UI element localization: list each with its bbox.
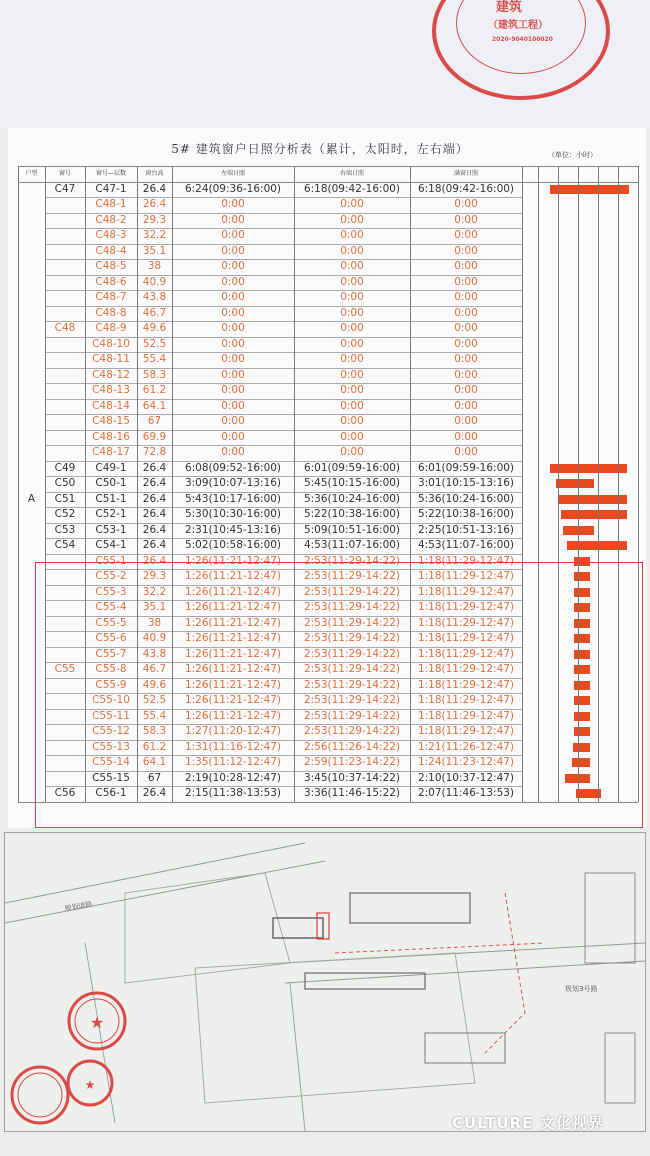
sill-height-cell: 69.9 bbox=[142, 430, 167, 443]
left-sunlight-cell: 1:27(11:20-12:47) bbox=[184, 725, 282, 737]
sill-height-cell: 58.3 bbox=[142, 725, 167, 737]
sill-height-cell: 35.1 bbox=[142, 244, 167, 257]
window-floor-cell: C55-15 bbox=[92, 771, 130, 784]
sill-height-cell: 61.2 bbox=[142, 384, 167, 396]
window-floor-cell: C48-15 bbox=[92, 415, 130, 427]
full-sunlight-cell: 2:25(10:51-13:16) bbox=[417, 523, 515, 536]
table-row bbox=[18, 244, 638, 260]
table-row bbox=[18, 476, 638, 492]
full-sunlight-cell: 0:00 bbox=[454, 384, 478, 396]
window-floor-cell: C55-8 bbox=[95, 663, 127, 675]
left-sunlight-cell: 1:26(11:21-12:47) bbox=[184, 601, 282, 613]
right-sunlight-cell: 5:36(10:24-16:00) bbox=[303, 492, 401, 505]
sill-height-cell: 29.3 bbox=[142, 570, 167, 582]
window-floor-cell: C55-10 bbox=[92, 694, 130, 706]
right-sunlight-cell: 2:53(11:29-14:22) bbox=[303, 570, 401, 582]
table-row bbox=[18, 445, 638, 461]
left-sunlight-cell: 0:00 bbox=[221, 322, 245, 334]
table-row bbox=[18, 290, 638, 306]
window-floor-cell: C55-2 bbox=[95, 570, 127, 582]
sill-height-cell: 40.9 bbox=[142, 275, 167, 288]
sill-height-cell: 43.8 bbox=[142, 291, 167, 303]
full-sunlight-cell: 1:18(11:29-12:47) bbox=[417, 632, 515, 644]
sill-height-cell: 52.5 bbox=[142, 337, 167, 350]
table-border bbox=[18, 182, 638, 183]
window-floor-cell: C48-17 bbox=[92, 446, 130, 458]
unit-label: （单位：小时） bbox=[548, 151, 597, 159]
right-sunlight-cell: 6:01(09:59-16:00) bbox=[303, 461, 401, 474]
table-row bbox=[18, 523, 638, 539]
window-floor-cell: C48-5 bbox=[95, 260, 127, 272]
window-floor-cell: C55-14 bbox=[92, 756, 130, 768]
left-sunlight-cell: 0:00 bbox=[221, 415, 245, 427]
site-plan-map bbox=[4, 832, 646, 1132]
window-floor-cell: C56-1 bbox=[95, 787, 127, 799]
watermark-logo: CULTURE 文化视界 bbox=[452, 1114, 604, 1132]
left-sunlight-cell: 1:26(11:21-12:47) bbox=[184, 616, 282, 629]
left-sunlight-cell: 1:26(11:21-12:47) bbox=[184, 694, 282, 706]
full-sunlight-cell: 4:53(11:07-16:00) bbox=[417, 539, 515, 551]
full-sunlight-cell: 6:18(09:42-16:00) bbox=[417, 182, 515, 195]
full-sunlight-cell: 1:18(11:29-12:47) bbox=[417, 647, 515, 660]
sill-height-cell: 32.2 bbox=[142, 229, 167, 241]
left-sunlight-cell: 0:00 bbox=[221, 446, 245, 458]
right-sunlight-cell: 3:45(10:37-14:22) bbox=[303, 771, 401, 784]
sill-height-cell: 49.6 bbox=[142, 678, 167, 691]
window-floor-cell: C51-1 bbox=[95, 492, 127, 505]
window-floor-cell: C47-1 bbox=[95, 182, 127, 195]
window-floor-cell: C48-1 bbox=[95, 198, 127, 210]
svg-text:★: ★ bbox=[84, 1078, 96, 1092]
sill-height-cell: 29.3 bbox=[142, 213, 167, 226]
sill-height-cell: 72.8 bbox=[142, 446, 167, 458]
right-sunlight-cell: 2:53(11:29-14:22) bbox=[303, 709, 401, 722]
window-cell: C51 bbox=[54, 492, 76, 505]
sill-height-cell: 55.4 bbox=[142, 353, 167, 365]
right-sunlight-cell: 2:53(11:29-14:22) bbox=[303, 554, 401, 567]
table-row bbox=[18, 259, 638, 275]
seal-text-3: 2020-9040100020 bbox=[492, 36, 553, 43]
full-sunlight-cell: 1:18(11:29-12:47) bbox=[417, 694, 515, 706]
left-sunlight-cell: 1:35(11:12-12:47) bbox=[184, 756, 282, 768]
right-sunlight-cell: 2:53(11:29-14:22) bbox=[303, 616, 401, 629]
sill-height-cell: 32.2 bbox=[142, 585, 167, 598]
table-row bbox=[18, 538, 638, 554]
left-sunlight-cell: 2:15(11:38-13:53) bbox=[184, 787, 282, 799]
seal-text-2: （建筑工程） bbox=[488, 20, 548, 31]
window-floor-cell: C48-6 bbox=[95, 275, 127, 288]
table-row bbox=[18, 414, 638, 430]
sill-height-cell: 40.9 bbox=[142, 632, 167, 644]
left-sunlight-cell: 0:00 bbox=[221, 260, 245, 272]
left-sunlight-cell: 0:00 bbox=[221, 430, 245, 443]
window-floor-cell: C55-4 bbox=[95, 601, 127, 613]
full-sunlight-cell: 0:00 bbox=[454, 353, 478, 365]
full-sunlight-cell: 0:00 bbox=[454, 415, 478, 427]
road-label-1: 规划道路 bbox=[63, 900, 93, 913]
sill-height-cell: 43.8 bbox=[142, 647, 167, 660]
full-sunlight-cell: 1:18(11:29-12:47) bbox=[417, 616, 515, 629]
right-sunlight-cell: 6:18(09:42-16:00) bbox=[303, 182, 401, 195]
full-sunlight-cell: 0:00 bbox=[454, 322, 478, 334]
sill-height-cell: 52.5 bbox=[142, 694, 167, 706]
right-sunlight-cell: 2:53(11:29-14:22) bbox=[303, 647, 401, 660]
table-row bbox=[18, 507, 638, 523]
header-right-sunlight: 右端日照 bbox=[339, 170, 364, 177]
full-sunlight-cell: 0:00 bbox=[454, 229, 478, 241]
table-row bbox=[18, 399, 638, 415]
sill-height-cell: 61.2 bbox=[142, 740, 167, 753]
table-row bbox=[18, 197, 638, 213]
full-sunlight-cell: 1:18(11:29-12:47) bbox=[417, 570, 515, 582]
left-sunlight-cell: 1:31(11:16-12:47) bbox=[184, 740, 282, 753]
right-sunlight-cell: 2:53(11:29-14:22) bbox=[303, 632, 401, 644]
window-floor-cell: C48-8 bbox=[95, 306, 127, 319]
right-sunlight-cell: 4:53(11:07-16:00) bbox=[303, 539, 401, 551]
sill-height-cell: 35.1 bbox=[142, 601, 167, 613]
full-sunlight-cell: 2:07(11:46-13:53) bbox=[417, 787, 515, 799]
right-sunlight-cell: 0:00 bbox=[340, 415, 364, 427]
window-cell: C52 bbox=[54, 508, 76, 520]
window-floor-cell: C48-12 bbox=[92, 368, 130, 381]
left-sunlight-cell: 0:00 bbox=[221, 275, 245, 288]
table-row bbox=[18, 352, 638, 368]
column-divider bbox=[18, 166, 19, 802]
window-cell: C48 bbox=[54, 322, 76, 334]
sill-height-cell: 26.4 bbox=[142, 508, 167, 520]
sill-height-cell: 26.4 bbox=[142, 198, 167, 210]
left-sunlight-cell: 1:26(11:21-12:47) bbox=[184, 554, 282, 567]
full-sunlight-cell: 0:00 bbox=[454, 260, 478, 272]
window-floor-cell: C52-1 bbox=[95, 508, 127, 520]
left-sunlight-cell: 0:00 bbox=[221, 353, 245, 365]
left-sunlight-cell: 1:26(11:21-12:47) bbox=[184, 709, 282, 722]
left-sunlight-cell: 1:26(11:21-12:47) bbox=[184, 632, 282, 644]
header-left-sunlight: 左端日照 bbox=[220, 170, 245, 177]
right-sunlight-cell: 0:00 bbox=[340, 229, 364, 241]
sill-height-cell: 26.4 bbox=[142, 461, 167, 474]
table-row bbox=[18, 213, 638, 229]
left-sunlight-cell: 0:00 bbox=[221, 213, 245, 226]
window-floor-cell: C48-3 bbox=[95, 229, 127, 241]
full-sunlight-cell: 0:00 bbox=[454, 198, 478, 210]
window-floor-cell: C55-7 bbox=[95, 647, 127, 660]
full-sunlight-cell: 0:00 bbox=[454, 399, 478, 412]
table-row bbox=[18, 492, 638, 508]
full-sunlight-cell: 1:18(11:29-12:47) bbox=[417, 678, 515, 691]
window-cell: C50 bbox=[54, 477, 76, 489]
left-sunlight-cell: 1:26(11:21-12:47) bbox=[184, 647, 282, 660]
window-floor-cell: C55-9 bbox=[95, 678, 127, 691]
sill-height-cell: 26.4 bbox=[142, 492, 167, 505]
window-floor-cell: C48-7 bbox=[95, 291, 127, 303]
full-sunlight-cell: 1:18(11:29-12:47) bbox=[417, 663, 515, 675]
sill-height-cell: 26.4 bbox=[142, 539, 167, 551]
full-sunlight-cell: 5:36(10:24-16:00) bbox=[417, 492, 515, 505]
window-floor-cell: C55-6 bbox=[95, 632, 127, 644]
sill-height-cell: 26.4 bbox=[142, 787, 167, 799]
window-floor-cell: C48-11 bbox=[92, 353, 130, 365]
right-sunlight-cell: 0:00 bbox=[340, 399, 364, 412]
table-row bbox=[18, 182, 638, 198]
right-sunlight-cell: 0:00 bbox=[340, 213, 364, 226]
window-floor-cell: C54-1 bbox=[95, 539, 127, 551]
sill-height-cell: 58.3 bbox=[142, 368, 167, 381]
table-header-row bbox=[18, 166, 638, 182]
sill-height-cell: 26.4 bbox=[142, 182, 167, 195]
right-sunlight-cell: 2:53(11:29-14:22) bbox=[303, 694, 401, 706]
full-sunlight-cell: 0:00 bbox=[454, 306, 478, 319]
full-sunlight-cell: 0:00 bbox=[454, 368, 478, 381]
site-plan-drawing bbox=[5, 833, 645, 1131]
full-sunlight-cell: 1:21(11:26-12:47) bbox=[417, 740, 515, 753]
left-sunlight-cell: 3:09(10:07-13:16) bbox=[184, 477, 282, 489]
window-floor-cell: C55-1 bbox=[95, 554, 127, 567]
sill-height-cell: 49.6 bbox=[142, 322, 167, 334]
right-sunlight-cell: 0:00 bbox=[340, 430, 364, 443]
sill-height-cell: 67 bbox=[147, 771, 162, 784]
window-floor-cell: C55-12 bbox=[92, 725, 130, 737]
table-row bbox=[18, 321, 638, 337]
full-sunlight-cell: 0:00 bbox=[454, 275, 478, 288]
header-household: 户型 bbox=[25, 170, 38, 177]
right-sunlight-cell: 0:00 bbox=[340, 306, 364, 319]
full-sunlight-cell: 1:18(11:29-12:47) bbox=[417, 554, 515, 567]
window-floor-cell: C55-3 bbox=[95, 585, 127, 598]
left-sunlight-cell: 6:24(09:36-16:00) bbox=[184, 182, 282, 195]
right-sunlight-cell: 3:36(11:46-15:22) bbox=[303, 787, 401, 799]
full-sunlight-cell: 1:18(11:29-12:47) bbox=[417, 725, 515, 737]
left-sunlight-cell: 0:00 bbox=[221, 244, 245, 257]
right-sunlight-cell: 2:53(11:29-14:22) bbox=[303, 678, 401, 691]
sill-height-cell: 26.4 bbox=[142, 477, 167, 489]
sill-height-cell: 38 bbox=[147, 260, 162, 272]
header-window-floor: 窗号—层数 bbox=[95, 170, 126, 177]
seal-text-1: 建筑 bbox=[496, 0, 523, 15]
full-sunlight-cell: 6:01(09:59-16:00) bbox=[417, 461, 515, 474]
table-row bbox=[18, 228, 638, 244]
left-sunlight-cell: 0:00 bbox=[221, 337, 245, 350]
full-sunlight-cell: 1:18(11:29-12:47) bbox=[417, 585, 515, 598]
left-sunlight-cell: 0:00 bbox=[221, 306, 245, 319]
right-sunlight-cell: 2:53(11:29-14:22) bbox=[303, 585, 401, 598]
window-floor-cell: C48-16 bbox=[92, 430, 130, 443]
table-row bbox=[18, 337, 638, 353]
left-sunlight-cell: 0:00 bbox=[221, 229, 245, 241]
left-sunlight-cell: 1:26(11:21-12:47) bbox=[184, 663, 282, 675]
sill-height-cell: 26.4 bbox=[142, 554, 167, 567]
right-sunlight-cell: 0:00 bbox=[340, 198, 364, 210]
household-cell: A bbox=[27, 492, 36, 505]
window-floor-cell: C55-11 bbox=[92, 709, 130, 722]
left-sunlight-cell: 1:26(11:21-12:47) bbox=[184, 585, 282, 598]
window-floor-cell: C48-4 bbox=[95, 244, 127, 257]
full-sunlight-cell: 1:18(11:29-12:47) bbox=[417, 709, 515, 722]
right-sunlight-cell: 2:53(11:29-14:22) bbox=[303, 725, 401, 737]
right-sunlight-cell: 2:53(11:29-14:22) bbox=[303, 663, 401, 675]
window-cell: C56 bbox=[54, 787, 76, 799]
sill-height-cell: 64.1 bbox=[142, 399, 167, 412]
left-sunlight-cell: 0:00 bbox=[221, 399, 245, 412]
left-sunlight-cell: 0:00 bbox=[221, 368, 245, 381]
full-sunlight-cell: 5:22(10:38-16:00) bbox=[417, 508, 515, 520]
right-sunlight-cell: 2:59(11:23-14:22) bbox=[303, 756, 401, 768]
right-sunlight-cell: 5:45(10:15-16:00) bbox=[303, 477, 401, 489]
right-sunlight-cell: 0:00 bbox=[340, 353, 364, 365]
window-floor-cell: C48-9 bbox=[95, 322, 127, 334]
header-sill-height: 窗台高 bbox=[145, 170, 164, 177]
window-floor-cell: C48-13 bbox=[92, 384, 130, 396]
right-sunlight-cell: 5:09(10:51-16:00) bbox=[303, 523, 401, 536]
highlight-box-c55 bbox=[35, 562, 643, 828]
right-sunlight-cell: 5:22(10:38-16:00) bbox=[303, 508, 401, 520]
left-sunlight-cell: 6:08(09:52-16:00) bbox=[184, 461, 282, 474]
right-sunlight-cell: 0:00 bbox=[340, 368, 364, 381]
left-sunlight-cell: 1:26(11:21-12:47) bbox=[184, 678, 282, 691]
left-sunlight-cell: 2:19(10:28-12:47) bbox=[184, 771, 282, 784]
full-sunlight-cell: 0:00 bbox=[454, 430, 478, 443]
road-label-2: 规划3号路 bbox=[565, 985, 598, 993]
left-sunlight-cell: 0:00 bbox=[221, 291, 245, 303]
full-sunlight-cell: 0:00 bbox=[454, 337, 478, 350]
window-cell: C53 bbox=[54, 523, 76, 536]
sunlight-bar bbox=[558, 495, 627, 504]
left-sunlight-cell: 1:26(11:21-12:47) bbox=[184, 570, 282, 582]
sill-height-cell: 46.7 bbox=[142, 663, 167, 675]
table-row bbox=[18, 306, 638, 322]
left-sunlight-cell: 5:02(10:58-16:00) bbox=[184, 539, 282, 551]
full-sunlight-cell: 0:00 bbox=[454, 291, 478, 303]
svg-text:★: ★ bbox=[89, 1013, 105, 1032]
right-sunlight-cell: 0:00 bbox=[340, 337, 364, 350]
full-sunlight-cell: 0:00 bbox=[454, 446, 478, 458]
full-sunlight-cell: 1:18(11:29-12:47) bbox=[417, 601, 515, 613]
table-row bbox=[18, 368, 638, 384]
sill-height-cell: 38 bbox=[147, 616, 162, 629]
window-cell: C49 bbox=[54, 461, 76, 474]
right-sunlight-cell: 0:00 bbox=[340, 291, 364, 303]
right-sunlight-cell: 2:56(11:26-14:22) bbox=[303, 740, 401, 753]
right-sunlight-cell: 0:00 bbox=[340, 446, 364, 458]
window-floor-cell: C48-2 bbox=[95, 213, 127, 226]
right-sunlight-cell: 0:00 bbox=[340, 244, 364, 257]
right-sunlight-cell: 0:00 bbox=[340, 260, 364, 272]
header-full-sunlight: 满窗日照 bbox=[453, 170, 478, 177]
sunlight-bar bbox=[550, 464, 627, 473]
table-row bbox=[18, 461, 638, 477]
window-cell: C55 bbox=[54, 663, 76, 675]
left-sunlight-cell: 5:30(10:30-16:00) bbox=[184, 508, 282, 520]
table-row bbox=[18, 275, 638, 291]
window-floor-cell: C49-1 bbox=[95, 461, 127, 474]
window-floor-cell: C48-10 bbox=[92, 337, 130, 350]
sill-height-cell: 46.7 bbox=[142, 306, 167, 319]
right-sunlight-cell: 0:00 bbox=[340, 322, 364, 334]
window-floor-cell: C53-1 bbox=[95, 523, 127, 536]
sill-height-cell: 26.4 bbox=[142, 523, 167, 536]
full-sunlight-cell: 1:24(11:23-12:47) bbox=[417, 756, 515, 768]
left-sunlight-cell: 5:43(10:17-16:00) bbox=[184, 492, 282, 505]
page-title: 5# 建筑窗户日照分析表（累计，太阳时，左右端） bbox=[171, 142, 469, 156]
sunlight-bar bbox=[556, 479, 595, 488]
right-sunlight-cell: 0:00 bbox=[340, 275, 364, 288]
full-sunlight-cell: 3:01(10:15-13:16) bbox=[417, 477, 515, 489]
left-sunlight-cell: 0:00 bbox=[221, 198, 245, 210]
window-cell: C47 bbox=[54, 182, 76, 195]
left-sunlight-cell: 0:00 bbox=[221, 384, 245, 396]
window-floor-cell: C55-13 bbox=[92, 740, 130, 753]
left-sunlight-cell: 2:31(10:45-13:16) bbox=[184, 523, 282, 536]
full-sunlight-cell: 0:00 bbox=[454, 244, 478, 257]
right-sunlight-cell: 2:53(11:29-14:22) bbox=[303, 601, 401, 613]
window-floor-cell: C50-1 bbox=[95, 477, 127, 489]
sill-height-cell: 67 bbox=[147, 415, 162, 427]
window-floor-cell: C48-14 bbox=[92, 399, 130, 412]
full-sunlight-cell: 0:00 bbox=[454, 213, 478, 226]
sill-height-cell: 55.4 bbox=[142, 709, 167, 722]
table-border bbox=[18, 166, 638, 167]
window-cell: C54 bbox=[54, 539, 76, 551]
table-row bbox=[18, 430, 638, 446]
window-floor-cell: C55-5 bbox=[95, 616, 127, 629]
sill-height-cell: 64.1 bbox=[142, 756, 167, 768]
table-row bbox=[18, 383, 638, 399]
right-sunlight-cell: 0:00 bbox=[340, 384, 364, 396]
full-sunlight-cell: 2:10(10:37-12:47) bbox=[417, 771, 515, 784]
header-window: 窗号 bbox=[58, 170, 71, 177]
